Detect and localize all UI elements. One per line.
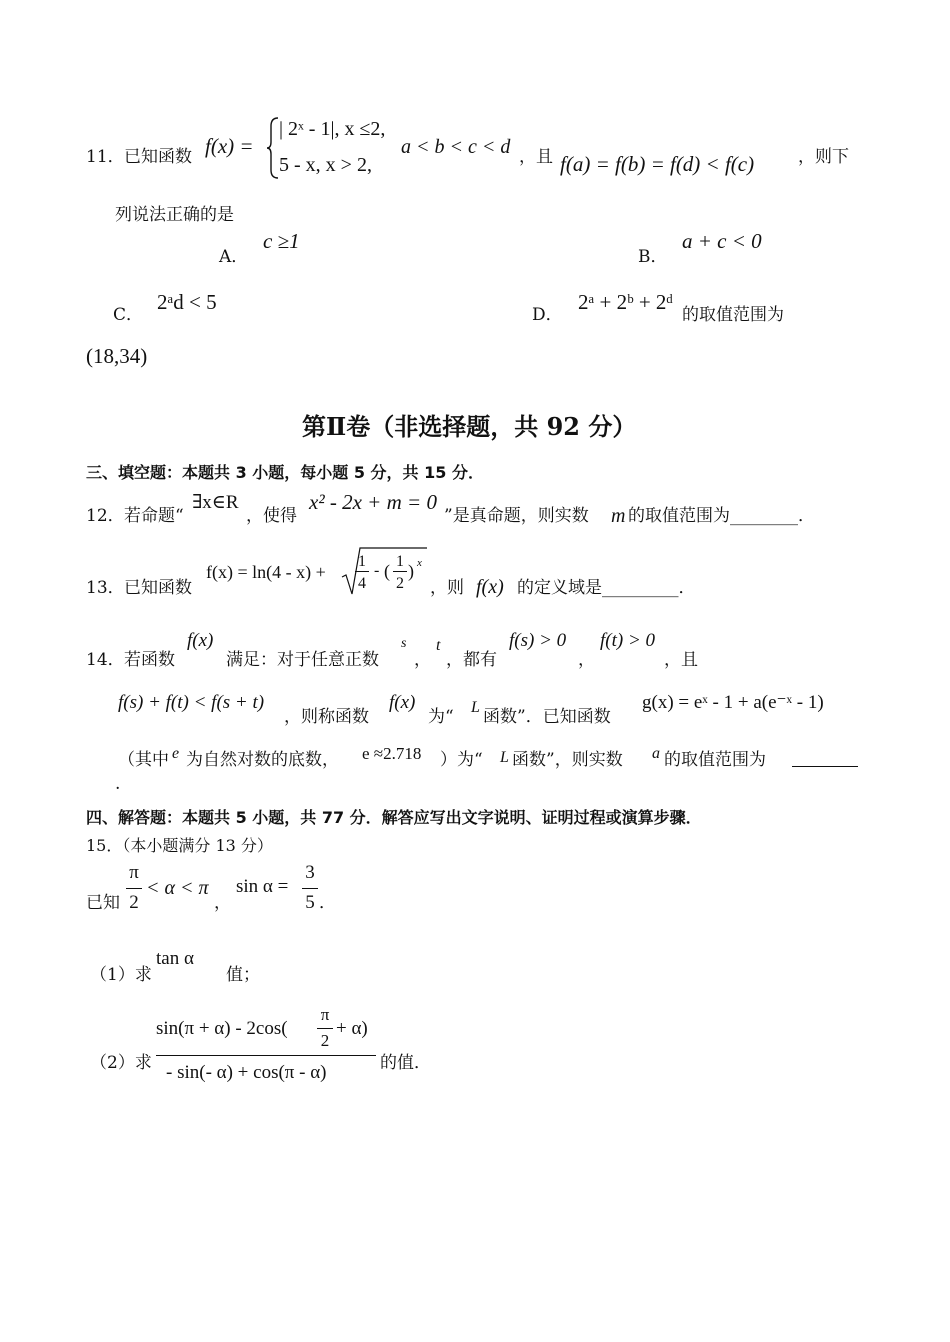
section3-heading: 三、填空题：本题共 3 小题，每小题 5 分，共 15 分． <box>86 463 484 482</box>
q15-period: ． <box>319 893 336 913</box>
q14-t: t <box>436 637 441 654</box>
q13-rad-num1: 1 <box>358 553 366 570</box>
q14-text-j: ）为“ <box>440 750 483 770</box>
q11-option-c: 2ᵃd < 5 <box>157 290 217 314</box>
q14-text-d: ，且 <box>664 650 698 670</box>
q14-s: s <box>401 636 407 651</box>
q15-frac-bar <box>126 888 142 889</box>
q11-and: ，且 <box>519 147 553 167</box>
q14-number: 14． <box>86 650 125 670</box>
q11-then: ，则下 <box>798 147 849 167</box>
q14-text-g: 函数”．已知函数 <box>483 707 611 727</box>
q14-text-e: ，则称函数 <box>284 707 369 727</box>
q14-text-i: 为自然对数的底数， <box>186 750 339 770</box>
q14-text-h: （其中 <box>118 750 169 770</box>
q11-line2: 列说法正确的是 <box>115 205 234 225</box>
q15-range: < α < π <box>146 877 209 899</box>
q13-rad-minus: - <box>374 562 380 579</box>
q15-three: 3 <box>305 862 315 883</box>
q15-two: 2 <box>129 892 139 913</box>
q13-fx: f(x) <box>476 576 504 598</box>
q12-text-c: ”是真命题，则实数 <box>444 506 589 526</box>
q11-condition: a < b < c < d <box>401 136 511 158</box>
q14-fx: f(x) <box>187 630 214 651</box>
q11-option-b: a + c < 0 <box>682 229 762 253</box>
q13-rad-bar1 <box>355 571 369 572</box>
q13-rad-den2: 2 <box>396 575 404 592</box>
q12-text-d: 的取值范围为________． <box>628 506 815 526</box>
q14-ft-positive: f(t) > 0 <box>600 630 656 651</box>
q14-inequality: f(s) + f(t) < f(s + t) <box>118 692 265 713</box>
q11-option-d-range: (18,34) <box>86 344 148 368</box>
q14-text-c: ，都有 <box>446 650 497 670</box>
q15-pi: π <box>129 862 139 883</box>
q11-option-a: c ≥1 <box>263 229 300 253</box>
q11-option-d-tail: 的取值范围为 <box>682 305 784 325</box>
q14-text-k: 函数”，则实数 <box>512 750 623 770</box>
q15-header: 15．（本小题满分 13 分） <box>86 836 273 855</box>
q14-L2: L <box>500 749 509 766</box>
q14-text-l: 的取值范围为 <box>664 750 766 770</box>
q14-text-f: 为“ <box>428 707 454 727</box>
q11-number: 11． <box>86 147 125 167</box>
q11-piece2: 5 - x, x > 2, <box>279 154 372 176</box>
q14-fs-positive: f(s) > 0 <box>509 630 567 651</box>
q15-part2-inner-bar <box>317 1028 333 1029</box>
q11-option-b-label: B． <box>638 247 668 267</box>
q15-part1-tail: 值； <box>226 965 260 985</box>
q11-option-d-label: D． <box>532 305 563 325</box>
q14-L: L <box>471 699 480 716</box>
q15-part2-numerator: sin(π + α) - 2cos( <box>156 1018 288 1039</box>
q15-part2-tail: 的值． <box>380 1053 431 1073</box>
q14-e-symbol: e <box>172 745 180 762</box>
q14-answer-blank <box>792 766 858 767</box>
q14-comma: ， <box>414 650 431 670</box>
q12-number: 12． <box>86 506 125 526</box>
q14-comma2: ， <box>578 650 595 670</box>
q13-rad-lparen: ( <box>384 561 390 581</box>
q11-option-d: 2ᵃ + 2ᵇ + 2ᵈ <box>578 290 673 314</box>
q11-piece1: | 2ˣ - 1|, x ≤2, <box>279 118 386 140</box>
q15-known: 已知 <box>86 893 120 913</box>
q13-text-b: ，则 <box>430 578 464 598</box>
q11-equal-chain: f(a) = f(b) = f(d) < f(c) <box>560 152 755 176</box>
q13-number: 13． <box>86 578 125 598</box>
q14-e-value: e ≈2.718 <box>362 744 422 763</box>
q15-part2-fraction-bar <box>156 1055 376 1056</box>
q15-sin: sin α = <box>236 876 289 897</box>
q11-option-a-label: A． <box>219 247 249 267</box>
q14-trailing-dot: . <box>115 774 121 794</box>
q12-exists: ∃x∈R <box>192 492 239 513</box>
q12-m: m <box>611 505 626 527</box>
q15-comma: ， <box>214 893 231 913</box>
q11-func-lhs: f(x) = <box>205 134 254 158</box>
q15-part2-num-pi: π <box>320 1005 330 1024</box>
q14-text-b: 满足：对于任意正数 <box>226 650 379 670</box>
q12-text-a: 若命题“ <box>124 506 184 526</box>
piecewise-brace <box>266 116 280 180</box>
q13-rad-num2: 1 <box>396 553 404 570</box>
part2-title: 第Ⅱ卷（非选择题，共 92 分） <box>302 412 637 441</box>
q13-rad-den1: 4 <box>358 575 366 592</box>
q13-rad-rparen: ) <box>408 561 414 581</box>
section4-heading: 四、解答题：本题共 5 小题，共 77 分．解答应写出文字说明、证明过程或演算步骤． <box>86 808 702 827</box>
q15-part2-num-tail: + α) <box>336 1018 368 1039</box>
q11-option-c-label: C． <box>113 305 144 325</box>
q14-a-symbol: a <box>652 745 660 762</box>
q13-rad-bar2 <box>393 571 407 572</box>
q11-lead: 已知函数 <box>124 147 192 167</box>
q12-text-b: ，使得 <box>246 506 297 526</box>
q15-part2-num-two: 2 <box>320 1031 330 1050</box>
q13-rad-exponent: x <box>417 557 422 569</box>
q15-part1-label: （1）求 <box>90 965 152 985</box>
q12-equation: x² - 2x + m = 0 <box>309 490 437 514</box>
q15-frac-bar2 <box>302 888 318 889</box>
q15-part2-denominator: - sin(- α) + cos(π - α) <box>166 1062 327 1083</box>
q14-gx: g(x) = eˣ - 1 + a(e⁻ˣ - 1) <box>642 692 824 713</box>
q14-fx2: f(x) <box>389 692 416 713</box>
q13-text-c: 的定义域是_________． <box>517 578 696 598</box>
q13-text-a: 已知函数 <box>124 578 192 598</box>
q13-function: f(x) = ln(4 - x) + <box>206 562 326 582</box>
q14-text-a: 若函数 <box>124 650 175 670</box>
q15-five: 5 <box>305 892 315 913</box>
q15-part1-expr: tan α <box>156 948 194 969</box>
q15-part2-label: （2）求 <box>90 1053 152 1073</box>
